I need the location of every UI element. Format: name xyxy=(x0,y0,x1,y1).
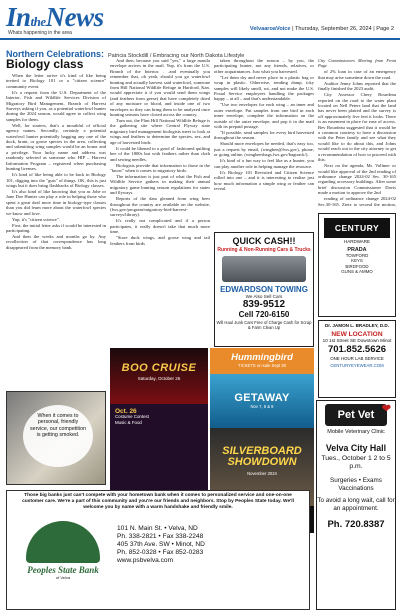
hummingbird-banner xyxy=(210,348,314,374)
getaway-title: GETAWAY xyxy=(234,392,290,404)
tagline: Whats happening in the area xyxy=(8,30,72,36)
article-column-2 xyxy=(110,58,210,389)
new-location-label: NEW LOCATION xyxy=(331,331,383,338)
list-item: BIRDFOOD xyxy=(345,263,369,269)
bank-member: of Velva xyxy=(55,575,71,580)
paragraph: It's really not complicated and if a person participates, it really doesn't take that much more time. xyxy=(110,218,210,235)
section-header xyxy=(6,44,394,59)
century-list xyxy=(319,247,395,274)
ad-pet-vet[interactable] xyxy=(316,400,396,610)
publication-name: VelvaaroaVoice xyxy=(249,26,291,32)
business-name: EDWARDSON TOWING xyxy=(220,285,308,294)
ad-subtitle: Running & Non-Running Cars & Trucks xyxy=(217,247,311,253)
appointment-note: To avoid a long wait, call for an appointment. xyxy=(317,497,395,512)
address-line: 405 37th Ave. SW • Minot, ND xyxy=(117,541,205,549)
paragraph: Biologists provide that information to those in the "know" when it comes to migratory birds. xyxy=(110,162,210,173)
ad-service-honor[interactable] xyxy=(6,391,106,485)
logo-in: In xyxy=(6,2,31,32)
paragraph: Auditor Jenny Johns reported that the finally finished the 2023 audit. xyxy=(318,80,396,92)
paragraph: reading of ordinance change 2024-02 Sec.30-165. Zietz to second the motion, xyxy=(318,196,396,207)
silverboard-subtitle: November 2024 xyxy=(247,471,277,476)
paragraph: Well, for starters, that's a mouthful of official agency names. Secondly, certainly a potential waterfowl hunter potentially bagging any one of the duck, brant, or goose species in the area, collecting and submitting wing samples would be an honor and a privilege. Your lucky name and address was randomly selected as someone who HIP – Harvest Information Program – registered when purchasing hunting licenses. xyxy=(6,122,106,172)
event-detail: Costume Contest xyxy=(115,414,149,420)
article-column-1 xyxy=(6,73,106,389)
paragraph: First, the initial letter asks if would be interested in participating. xyxy=(6,222,106,233)
bank-message: Those big banks just can't compete with your hometown bank when it comes to personalized service and one-on-one customer care. We're a part of this community and you're our friends and neighbors. Stop by Peoples State today. We'll welcome you by name with a warm handshake and friendly smile. xyxy=(22,493,294,510)
cell-number: Cell 720-6150 xyxy=(238,310,290,319)
boo-header xyxy=(110,348,208,404)
list-item: GUNS & AMMO xyxy=(341,268,373,274)
lab-service: ONE HOUR LAB SERVICE xyxy=(330,356,384,361)
publication-logo[interactable] xyxy=(6,2,104,33)
ad-bradley-eyecare[interactable] xyxy=(318,320,396,398)
services-list xyxy=(317,477,395,492)
tow-truck-image xyxy=(222,256,306,282)
logo-news: News xyxy=(45,2,104,32)
ad-subtitle: TICKETS on sale Sept 30 xyxy=(238,363,286,368)
paragraph: "Use two envelopes for each wing – an inner and outer envelope. Put samples from one bird in each inner envelope, complete the information on the outside of the outer envelope, and pop it in the mail with its prepaid postage. xyxy=(214,102,314,130)
ad-peoples-state-bank[interactable] xyxy=(6,490,310,610)
paragraph: The information is just part of what the Fish and Wildlife Service gathers in making their annual migratory game hunting season regulations for states and flyways. xyxy=(110,173,210,196)
paragraph: It's a request from the U.S. Department of the Interior, Fish and Wildlife Services Division of Migratory Bird Management, Branch of Harvest Surveys asking if you, as a potential waterfowl hunter during the 2024 season, would agree to collect wing samples for them. xyxy=(6,89,106,122)
ad-message: When it comes to personal, friendly service, our competition is getting smoked. xyxy=(23,405,93,467)
issue-info: VelvaaroaVoice | Thursday, September 26, 2024 | Page 2 xyxy=(249,26,394,32)
service-item: Vaccinations xyxy=(338,484,374,492)
paragraph: taken throughout the season – by you, the participating hunter, not any friends, relatives, or other acquaintances. Just what you harvested. xyxy=(214,58,314,74)
article-column-4 xyxy=(318,58,396,208)
paragraph: Turn out, the Flint Hill National Wildlife Refuge is the gathering site where Central Flyway state migratory bird management biologists meet to look at wings and feathers to determine the species, sex, and age of harvested birds. xyxy=(110,118,210,145)
paragraph: It's also kind of like knowing that you as Johe or Jane Doe Hunter can play a role in helping those who spent a great deal more time in biology-type classes than you did learn more about the waterfowl species we know and love. xyxy=(6,188,106,216)
ad-title: BOO CRUISE xyxy=(121,362,197,374)
paragraph: of 2% loan in case of an emergency that may arise sometime down the road. xyxy=(318,69,396,80)
logo-the: the xyxy=(30,14,46,29)
phone-number: 839-9512 xyxy=(242,299,286,310)
ad-edwardson-towing[interactable] xyxy=(214,232,314,347)
list-item: PRADA xyxy=(347,247,367,253)
website-link[interactable]: CENTURYEYEWEAR.COM xyxy=(330,363,384,368)
section-subtitle: Patricia Stockdill / Embracing our North Dakota Lifestyle xyxy=(108,53,245,59)
paragraph: It's kind of like being able to be back in Biology 101, digging into the "guts" of things. OK, this is just wings but it does bring flashbacks of Biology classes. xyxy=(6,172,106,188)
ad-subtitle: Saturday, October 26 xyxy=(137,376,181,381)
paragraph: City Assessor Chery Bourdeau reported on the road to the water plant located on Nell Peters land that the land has never been platted and the survey is off approximately five feet it looks. There is an easement in place for ease of access. Bev Bourdeau suggested that it would be a common courtesy to have a discussion with the Peter family and see what they would like to do about this, and Johns would reach out to the city attorney to get a recommendation of how to proceed with this. xyxy=(318,92,396,163)
page-number: Page 2 xyxy=(376,26,394,32)
bank-logo xyxy=(15,521,111,597)
paragraph: It could be likened to a good ol' fashioned quilting bee of the 1800s but with feathers rather than cloth and sewing needles. xyxy=(110,145,210,162)
phone-number: Ph. 720.8387 xyxy=(327,519,385,530)
phone-line: Ph. 338-2821 • Fax 338-2248 xyxy=(117,533,204,541)
paragraph: And then the weeks and months go by. Any recollection of that correspondence has long disappeared from the memory bank. xyxy=(6,233,106,250)
section-title: Northern Celebrations: xyxy=(6,49,105,59)
bank-contact-info xyxy=(117,525,307,565)
clinic-location: Velva City Hall xyxy=(325,443,387,453)
ad-footer: Will Haul Junk Cars Free of Charge Cash for Scrap & Farm Clean Up xyxy=(216,320,312,330)
paragraph: Should more envelopes be needed, that's easy too, just a request by email, (wingbee@fws.gov), phone, or going online, (wingbeesbags.fws.gov/bagtrack/). xyxy=(214,141,314,158)
paragraph: It's Biology 101 Revisited and Citizen Science rolled into one – and it is interesting to realize just how much information a simple wing or feather can reveal. xyxy=(214,169,314,191)
silverboard-title: SILVERBOARD SHOWDOWN xyxy=(222,445,302,468)
bank-website-link[interactable]: www.psbvelva.com xyxy=(117,557,174,565)
masthead xyxy=(0,0,400,40)
doctor-name: Dr. JAMON L. BRADLEY, D.D. xyxy=(324,323,390,328)
clinic-type: Mobile Veterinary Clinic xyxy=(327,429,385,435)
article-column-3 xyxy=(214,58,314,230)
century-tagline: HARDWARE xyxy=(343,239,371,244)
paragraph: Reports of the data gleaned from wing bees throughout the country are available on the website, (fws.gov/program/migratory-bird-harvest-surveys/library). xyxy=(110,196,210,218)
getaway-subtitle: Nov 7, 8 & 9 xyxy=(250,404,274,409)
ad-title: Hummingbird xyxy=(231,352,293,363)
article-headline: Biology class xyxy=(6,57,84,71)
continued-note: City Commissioners Meeting from Front Page xyxy=(318,58,396,69)
century-logo: CENTURY xyxy=(324,218,390,238)
pet-vet-logo xyxy=(325,403,391,426)
paragraph: Yup, it's "citizen science". xyxy=(12,216,60,222)
clinic-date: Tues., October 1 2 to 5 p.m. xyxy=(321,455,391,470)
bank-building-icon xyxy=(26,521,100,563)
getaway-banner xyxy=(210,374,314,428)
event-date: Oct. 26 xyxy=(115,408,137,415)
event-detail: Music & Food xyxy=(115,419,142,425)
paragraph: "Let them dry and never place in a plastic bag or wrap in plastic. Otherwise, sending damp, icky samples will likely smell, rot, and not make the U.S. Postal Service employees handling the packages happy – at all – and that's understandable. xyxy=(214,74,314,102)
address-line: 101 N. Main St. • Velva, ND xyxy=(117,525,198,532)
paragraph: "If possible, send samples for every bird harvested throughout the season. xyxy=(214,130,314,141)
phone-number: 701.852.5626 xyxy=(327,344,387,355)
address: 10 1st Street SE Downtown Minot xyxy=(322,338,392,343)
phone-line: Ph. 852-0328 • Fax 852-0283 xyxy=(117,549,204,557)
list-item: KEYS xyxy=(351,258,363,264)
service-item: Surgeries • Exams xyxy=(330,477,382,484)
paragraph: When the letter arrive it's kind of like being invited to Biology 101 or a "citizen science" community event. xyxy=(6,73,106,89)
ad-note: We Also Sell Cars xyxy=(245,294,283,299)
paragraph: "Store duck wings, and goose wing and tail feathers from birds xyxy=(110,235,210,246)
logo-text: Pet Vet xyxy=(337,409,375,421)
ad-century-hardware[interactable] xyxy=(318,213,396,317)
ad-title: QUICK CASH!! xyxy=(232,236,296,246)
paragraph: It's kind of a fun way to feel like as a hunter, you can play another role in helping manage the resource. xyxy=(214,158,314,169)
bank-name: Peoples State Bank xyxy=(27,565,99,575)
paw-icon: ❤ xyxy=(381,403,391,415)
paragraph: Next on the agenda, Mr. Vollmer or would like approval of the 2nd reading of ordinance change 2024-02 Sec. 30-165 regarding accessory buildings. After some brief discussion Commissioner Davis made a motion to approve the 2nd xyxy=(318,163,396,196)
paragraph: And then, because you said "yes," a large manila envelope arrives in the mail. Yup, it's from the U.S. Branch of the Interior. . .and eventually you remember that, oh yeah, should you go waterfowl hunting and actually harvest said waterfowl, someone from Hill National Wildlife Refuge in Hartford, Kan. would appreciate it if you would send them wings (and feathers from geese) that have completely dried of any moisture or blood, and inside one of two envelopes so they can bring them to be analyzed once hunting seasons have closed across the country. xyxy=(110,58,210,118)
list-item: TOWFORD xyxy=(345,253,369,259)
issue-date: Thursday, September 26, 2024 xyxy=(295,26,372,32)
